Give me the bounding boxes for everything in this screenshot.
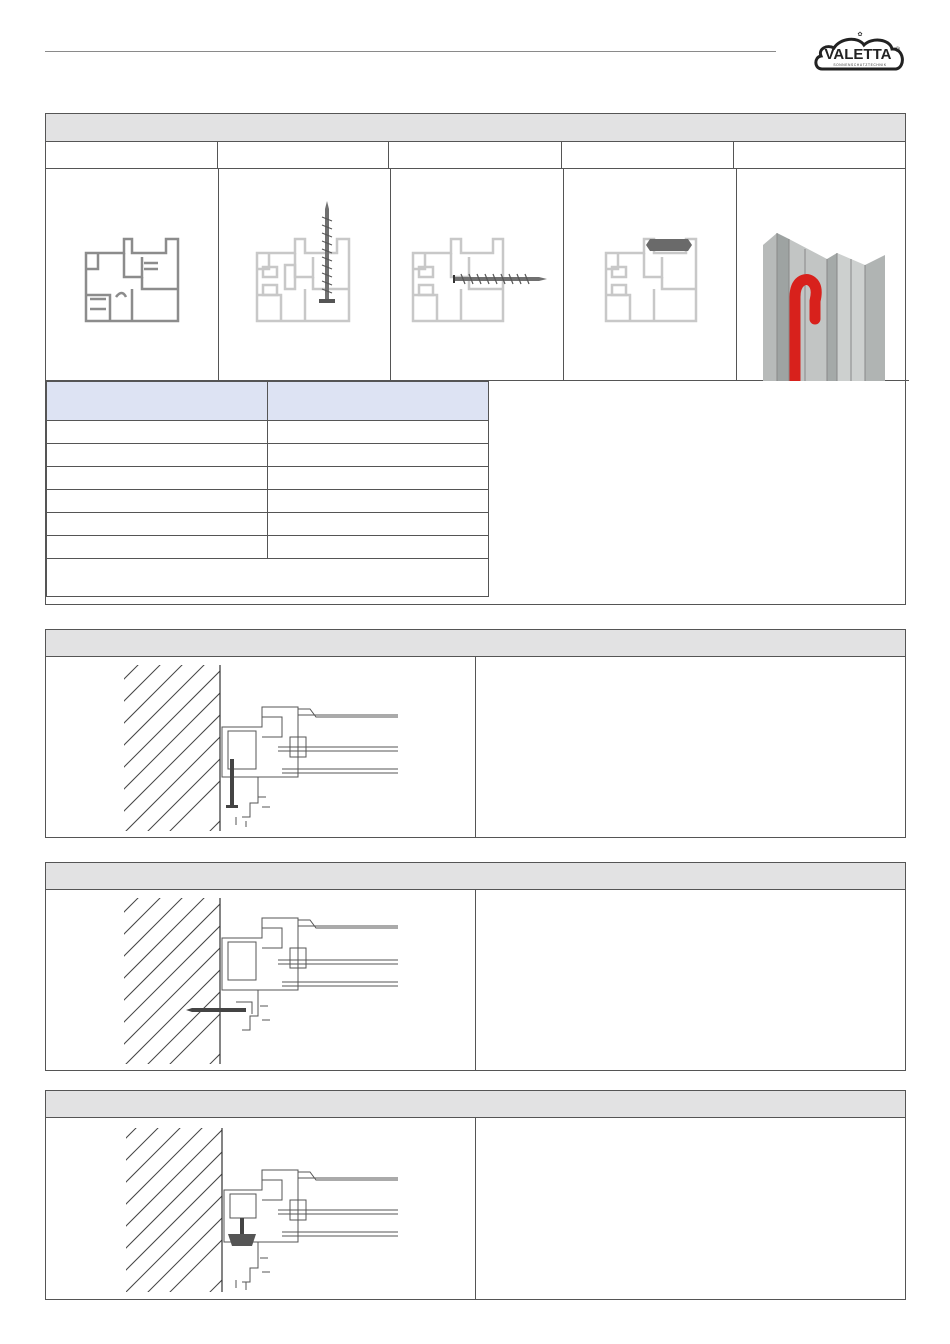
variant-image-1 xyxy=(46,169,219,381)
table-row xyxy=(47,444,489,467)
mount-section-1-notes xyxy=(484,664,894,829)
mount-section-3 xyxy=(45,1090,906,1300)
spec-header-1 xyxy=(47,382,268,421)
spec-header-2 xyxy=(268,382,489,421)
svg-text:✿: ✿ xyxy=(857,32,863,38)
spec-footnote xyxy=(47,559,489,597)
mount-1-drawing xyxy=(46,657,475,837)
table-row xyxy=(47,421,489,444)
variant-label-4 xyxy=(562,142,734,169)
variant-label-5 xyxy=(734,142,905,169)
mount-section-3-title xyxy=(46,1091,905,1118)
variant-image-2 xyxy=(219,169,391,381)
mount-3-drawing xyxy=(46,1118,475,1299)
spec-table-header-row xyxy=(47,382,489,421)
variant-image-5 xyxy=(737,169,909,381)
spec-cell xyxy=(268,467,489,490)
top-rule xyxy=(45,51,776,52)
spec-cell xyxy=(268,536,489,559)
spec-footnote-row xyxy=(47,559,489,597)
spec-cell xyxy=(47,513,268,536)
spec-cell xyxy=(268,421,489,444)
mount-section-1 xyxy=(45,629,906,838)
profile-plain-drawing xyxy=(46,169,218,381)
mount-section-2-title xyxy=(46,863,905,890)
mount-2-drawing xyxy=(46,890,475,1070)
spec-table-wrap xyxy=(46,381,490,605)
spec-cell xyxy=(47,536,268,559)
spec-cell xyxy=(268,444,489,467)
spec-cell xyxy=(47,490,268,513)
variants-title xyxy=(46,114,905,142)
logo-tagline: SONNENSCHUTZTECHNIK xyxy=(833,63,887,67)
table-row xyxy=(47,490,489,513)
spec-cell xyxy=(268,513,489,536)
variant-label-1 xyxy=(46,142,218,169)
variants-notes xyxy=(496,386,896,596)
profile-screw-horizontal-drawing xyxy=(391,169,563,381)
variants-section xyxy=(45,113,906,605)
logo-wordmark: VALETTA xyxy=(824,46,892,63)
spec-cell xyxy=(47,467,268,490)
mount-section-2 xyxy=(45,862,906,1071)
profile-screw-vertical-drawing xyxy=(219,169,390,381)
variant-image-3 xyxy=(391,169,564,381)
mount-section-3-notes xyxy=(484,1125,894,1290)
variant-label-3 xyxy=(389,142,561,169)
variant-label-2 xyxy=(218,142,389,169)
variant-label-row xyxy=(46,142,905,169)
mount-section-1-title xyxy=(46,630,905,657)
variant-image-row xyxy=(46,169,905,381)
table-row xyxy=(47,513,489,536)
spec-table xyxy=(46,381,489,597)
profile-adhesive-drawing xyxy=(564,169,736,381)
rail-3d-gasket-drawing xyxy=(737,169,909,381)
spec-cell xyxy=(47,444,268,467)
spec-cell xyxy=(268,490,489,513)
spec-cell xyxy=(47,421,268,444)
mount-section-2-notes xyxy=(484,897,894,1062)
valetta-logo xyxy=(812,29,908,75)
variant-image-4 xyxy=(564,169,737,381)
logo-registered-mark: ® xyxy=(895,47,901,54)
table-row xyxy=(47,536,489,559)
table-row xyxy=(47,467,489,490)
